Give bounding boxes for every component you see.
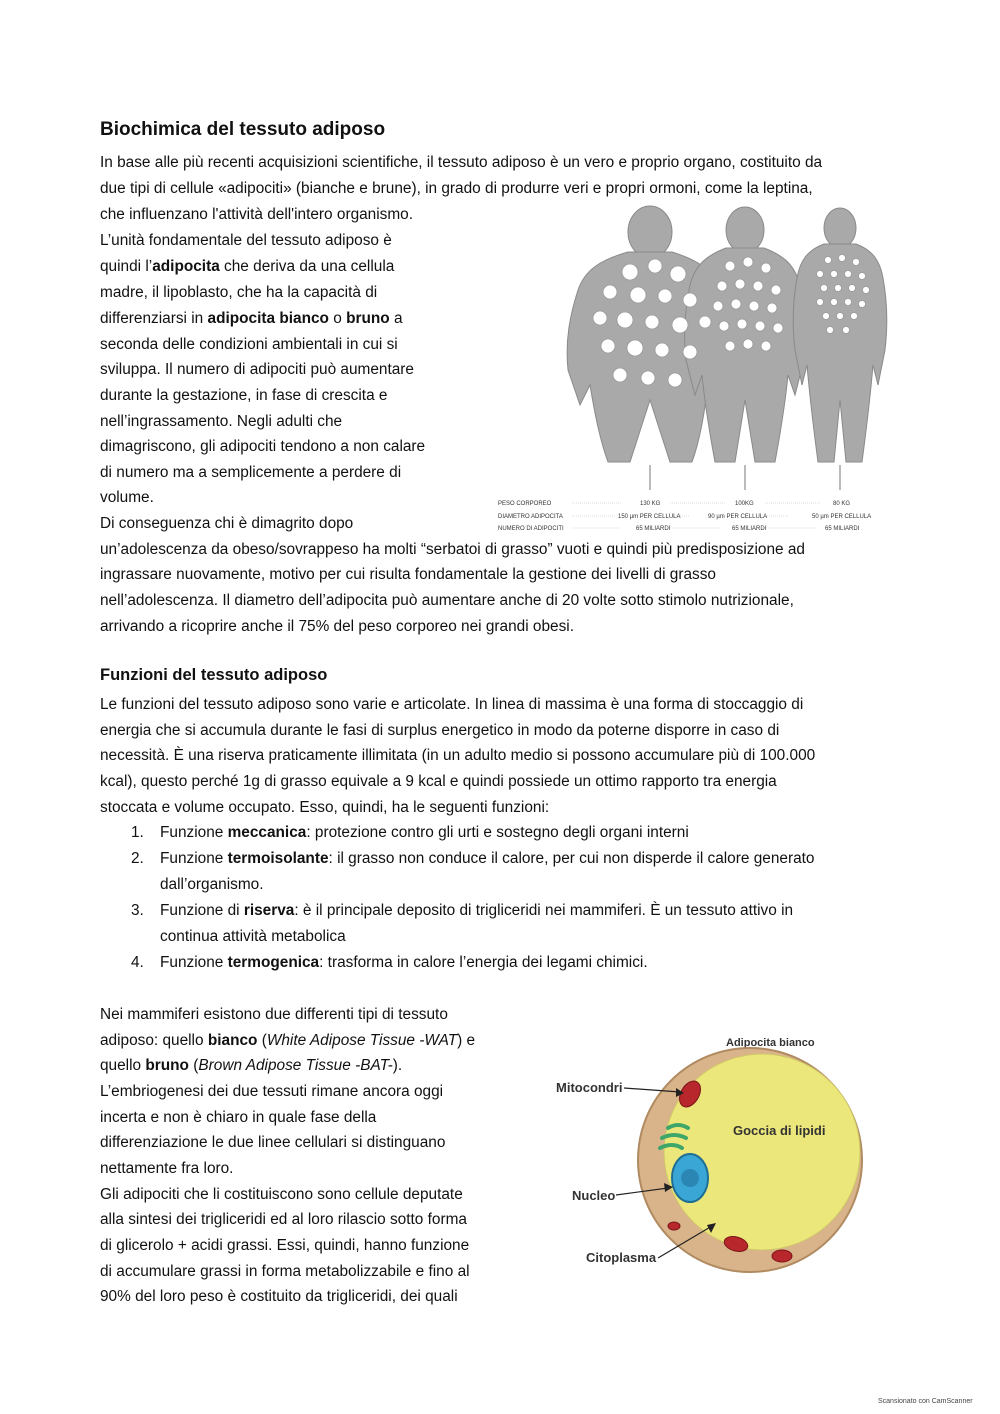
para-line: 90% del loro peso è costituito da trigliceridi, dei quali <box>100 1288 458 1305</box>
para-line: arrivando a ricoprire anche il 75% del peso corporeo nei grandi obesi. <box>100 618 574 635</box>
intro-line: che influenzano l'attività dell'intero organismo. <box>100 206 414 223</box>
fig-row-label: PESO CORPOREO <box>498 501 552 507</box>
intro-line: due tipi di cellule «adipociti» (bianche e brune), in grado di produrre veri e propri ormoni, come la leptina, <box>100 180 813 197</box>
para-line: Nei mammiferi esistono due differenti tipi di tessuto <box>100 1006 448 1023</box>
list-number: 1. <box>131 824 144 841</box>
para-line: necessità. È una riserva praticamente illimitata (in un adulto medio si possono accumulare più di 100.000 <box>100 747 816 764</box>
para-line: di accumulare grassi in forma metabolizzabile e fino al <box>100 1263 470 1280</box>
para-line: Di conseguenza chi è dimagrito dopo <box>100 515 354 532</box>
list-item: Funzione termoisolante: il grasso non conduce il calore, per cui non disperde il calore generato <box>160 850 815 867</box>
fig-value: 100KG <box>735 501 754 507</box>
fig-value: 65 MILIARDI <box>732 526 767 532</box>
list-number: 2. <box>131 850 144 867</box>
para-line: volume. <box>100 489 154 506</box>
para-line: incerta e non è chiaro in quale fase della <box>100 1109 377 1126</box>
para-line: energia che si accumula durante le fasi di surplus energetico in modo da poterne disporre in caso di <box>100 722 780 739</box>
para-line: Le funzioni del tessuto adiposo sono varie e articolate. In linea di massima è una forma di stoccaggio di <box>100 696 804 713</box>
adipocyte-figure <box>550 1030 870 1280</box>
para-line: durante la gestazione, in fase di crescita e <box>100 387 388 404</box>
fig-row-label: DIAMETRO ADIPOCITA <box>498 514 563 520</box>
para-line: un’adolescenza da obeso/sovrappeso ha molti “serbatoi di grasso” vuoti e quindi più predisposizione ad <box>100 541 805 558</box>
fig-value: 80 KG <box>833 501 851 507</box>
para-line: nettamente fra loro. <box>100 1160 234 1177</box>
fig-value: 50 µm PER CELLULA <box>812 514 872 520</box>
mitochondria-label: Mitocondri <box>556 1080 623 1095</box>
cytoplasm-label: Citoplasma <box>586 1250 657 1265</box>
overweight-body-icon <box>685 207 806 462</box>
mitochondrion-icon <box>668 1222 680 1230</box>
fig-value: 150 µm PER CELLULA <box>618 514 681 520</box>
para-line: seconda delle condizioni ambientali in cui si <box>100 336 398 353</box>
para-line: adiposo: quello bianco (White Adipose Tissue -WAT) e <box>100 1032 476 1049</box>
para-line: quello bruno (Brown Adipose Tissue -BAT-). <box>100 1057 403 1074</box>
para-line: L’unità fondamentale del tessuto adiposo è <box>100 232 392 249</box>
para-line: differenziarsi in adipocita bianco o bruno a <box>100 310 403 327</box>
para-line: di glicerolo + acidi grassi. Essi, quindi, hanno funzione <box>100 1237 470 1254</box>
para-line: sviluppa. Il numero di adipociti può aumentare <box>100 361 414 378</box>
mitochondrion-icon <box>772 1250 792 1262</box>
list-item: Funzione di riserva: è il principale deposito di trigliceridi nei mammiferi. È un tessuto attivo in <box>160 902 794 919</box>
list-item-continuation: dall’organismo. <box>160 876 264 893</box>
nucleus-label: Nucleo <box>572 1188 616 1203</box>
fig-value: 90 µm PER CELLULA <box>708 514 768 520</box>
page-title: Biochimica del tessuto adiposo <box>100 119 386 140</box>
para-line: alla sintesi dei trigliceridi ed al loro rilascio sotto forma <box>100 1211 467 1228</box>
fig-row-label: NUMERO DI ADIPOCITI <box>498 526 564 532</box>
para-line: dimagriscono, gli adipociti tendono a non calare <box>100 438 426 455</box>
scanner-watermark: Scansionato con CamScanner <box>878 1398 973 1405</box>
intro-line: In base alle più recenti acquisizioni scientifiche, il tessuto adiposo è un vero e proprio organo, costituito da <box>100 154 823 171</box>
para-line: di numero ma a semplicemente a perdere di <box>100 464 402 481</box>
para-line: Gli adipociti che li costituiscono sono cellule deputate <box>100 1186 463 1203</box>
fig-value: 65 MILIARDI <box>636 526 671 532</box>
list-number: 3. <box>131 902 144 919</box>
list-item-continuation: continua attività metabolica <box>160 928 346 945</box>
para-line: stoccata e volume occupato. Esso, quindi, ha le seguenti funzioni: <box>100 799 550 816</box>
body-silhouettes-figure <box>490 200 890 540</box>
section-title: Funzioni del tessuto adiposo <box>100 666 328 684</box>
para-line: ingrassare nuovamente, motivo per cui risulta fondamentale la gestione dei livelli di grasso <box>100 566 716 583</box>
para-line: L’embriogenesi dei due tessuti rimane ancora oggi <box>100 1083 444 1100</box>
para-line: madre, il lipoblasto, che ha la capacità di <box>100 284 378 301</box>
para-line: quindi l’adipocita che deriva da una cellula <box>100 258 395 275</box>
para-line: nell’adolescenza. Il diametro dell’adipocita può aumentare anche di 20 volte sotto stimolo nutrizionale, <box>100 592 794 609</box>
adipocyte-title: Adipocita bianco <box>726 1037 815 1049</box>
lipid-label: Goccia di lipidi <box>733 1123 826 1138</box>
fig-value: 65 MILIARDI <box>825 526 860 532</box>
list-item: Funzione meccanica: protezione contro gli urti e sostegno degli organi interni <box>160 824 689 841</box>
list-item: Funzione termogenica: trasforma in calore l’energia dei legami chimici. <box>160 954 648 971</box>
fig-value: 130 KG <box>640 501 661 507</box>
para-line: nell’ingrassamento. Negli adulti che <box>100 413 343 430</box>
para-line: differenziazione le due linee cellulari si distinguano <box>100 1134 446 1151</box>
list-number: 4. <box>131 954 144 971</box>
para-line: kcal), questo perché 1g di grasso equivale a 9 kcal e quindi possiede un ottimo rapporto tra energia <box>100 773 777 790</box>
normal-body-icon <box>793 208 886 462</box>
